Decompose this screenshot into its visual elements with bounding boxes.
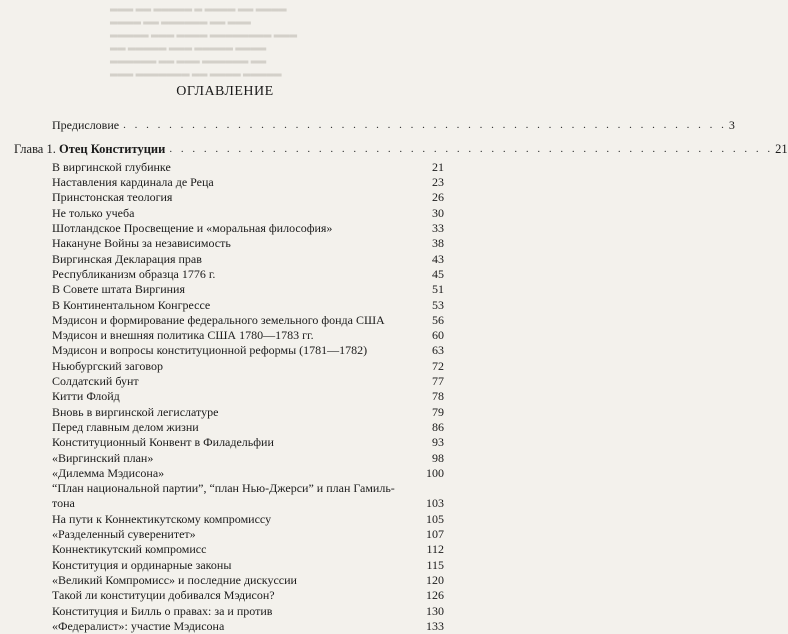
toc-page-number: 78 <box>432 389 444 404</box>
toc-page-number: 79 <box>432 404 444 419</box>
toc-label: Виргинская Декларация прав <box>52 251 202 266</box>
toc-row[interactable] <box>14 251 444 266</box>
toc-row[interactable] <box>14 450 444 465</box>
toc-row[interactable] <box>14 328 444 343</box>
toc-row[interactable] <box>14 420 444 435</box>
toc-row[interactable] <box>14 588 444 603</box>
toc-row[interactable] <box>14 190 444 205</box>
toc-page-number: 51 <box>432 282 444 297</box>
table-of-contents <box>14 118 788 634</box>
toc-label: Ньюбургский заговор <box>52 358 163 373</box>
toc-page-number: 26 <box>432 190 444 205</box>
toc-label: Не только учеба <box>52 205 135 220</box>
toc-page-number: 107 <box>426 527 444 542</box>
toc-row[interactable] <box>14 542 444 557</box>
toc-page-number: 23 <box>432 175 444 190</box>
toc-row[interactable] <box>14 297 444 312</box>
toc-label: В виргинской глубинке <box>52 159 171 174</box>
toc-chapter-row[interactable] <box>14 141 788 156</box>
toc-page-number: 45 <box>432 266 444 281</box>
toc-page-number: 98 <box>432 450 444 465</box>
toc-label: В Континентальном Конгрессе <box>52 297 211 312</box>
toc-page-number: 21 <box>432 159 444 174</box>
toc-page-number: 21 <box>775 141 788 156</box>
toc-label: Вновь в виргинской легислатуре <box>52 404 219 419</box>
toc-page-number: 105 <box>426 511 444 526</box>
toc-page-number: 63 <box>432 343 444 358</box>
toc-label: В Совете штата Виргиния <box>52 282 185 297</box>
toc-row[interactable] <box>14 175 444 190</box>
toc-row[interactable] <box>14 404 444 419</box>
toc-row[interactable] <box>14 221 444 236</box>
toc-label: «Виргинский план» <box>52 450 154 465</box>
toc-row[interactable] <box>14 481 444 496</box>
chapter-title: Отец Конституции <box>58 141 166 156</box>
leader-dots: . . . . . . . . . . . . . . . . . . . . . . . . . . . . . . . . . . . . . . . . . . . . . . . . . . . . . <box>123 119 727 132</box>
toc-page-number: 30 <box>432 205 444 220</box>
toc-row[interactable] <box>14 160 444 175</box>
toc-row[interactable] <box>14 358 444 373</box>
toc-row[interactable] <box>14 511 444 526</box>
toc-label: Предисловие <box>52 118 120 133</box>
chapter-prefix: Глава 1. <box>14 141 56 156</box>
toc-row[interactable] <box>14 527 444 542</box>
toc-row[interactable] <box>14 282 444 297</box>
toc-page-number: 56 <box>432 312 444 327</box>
toc-row[interactable] <box>14 619 444 634</box>
toc-label: На пути к Коннектикутскому компромиссу <box>52 511 272 526</box>
toc-page-number: 33 <box>432 221 444 236</box>
toc-label: Накануне Войны за независимость <box>52 236 231 251</box>
toc-row[interactable] <box>14 557 444 572</box>
toc-row-preface[interactable] <box>14 118 735 133</box>
toc-label-continuation: тона <box>52 496 75 511</box>
toc-page-number: 53 <box>432 297 444 312</box>
toc-page-number: 115 <box>426 557 444 572</box>
toc-label: «Федералист»: участие Мэдисона <box>52 618 225 633</box>
toc-label: Республиканизм образца 1776 г. <box>52 266 216 281</box>
toc-page-number: 3 <box>728 118 735 133</box>
toc-row[interactable] <box>14 389 444 404</box>
toc-page-number: 120 <box>426 572 444 587</box>
toc-label: Конституционный Конвент в Филадельфии <box>52 435 274 450</box>
toc-label: «Разделенный суверенитет» <box>52 527 196 542</box>
toc-page-number: 77 <box>432 374 444 389</box>
toc-row[interactable] <box>14 313 444 328</box>
toc-label: “План национальной партии”, “план Нью-Джерси” и план Гамиль- <box>52 480 395 495</box>
toc-label: Солдатский бунт <box>52 374 139 389</box>
toc-page-number: 93 <box>432 435 444 450</box>
toc-row[interactable] <box>14 435 444 450</box>
toc-label: Мэдисон и формирование федерального земельного фонда США <box>52 312 385 327</box>
toc-page-number: 112 <box>426 542 444 557</box>
toc-row[interactable] <box>14 466 444 481</box>
toc-page-number: 38 <box>432 236 444 251</box>
toc-page-number: 86 <box>432 419 444 434</box>
toc-row[interactable] <box>14 343 444 358</box>
toc-page-number: 43 <box>432 251 444 266</box>
toc-entries <box>14 160 444 634</box>
toc-label: Мэдисон и внешняя политика США 1780—1783 гг. <box>52 328 314 343</box>
toc-label: Коннектикутский компромисс <box>52 542 207 557</box>
toc-label: Принстонская теология <box>52 190 173 205</box>
toc-label: Китти Флойд <box>52 389 120 404</box>
toc-row[interactable] <box>14 603 444 618</box>
toc-row[interactable] <box>14 267 444 282</box>
toc-row[interactable] <box>14 573 444 588</box>
toc-label: Конституция и ординарные законы <box>52 557 232 572</box>
toc-page-number: 60 <box>432 328 444 343</box>
toc-page-number: 100 <box>426 465 444 480</box>
toc-label: «Великий Компромисс» и последние дискуссии <box>52 572 297 587</box>
toc-page-number: 72 <box>432 358 444 373</box>
toc-label: Мэдисон и вопросы конституционной реформы (1781—1782) <box>52 343 368 358</box>
toc-label: «Дилемма Мэдисона» <box>52 465 165 480</box>
bleed-through-text: ▂▂▂ ▂▂ ▂▂▂▂▂ ▂ ▂▂▂▂ ▂▂ ▂▂▂▂ ▂▂▂▂ ▂▂ ▂▂▂▂▂▂ ▂▂ ▂▂▂ ▂▂▂▂▂ ▂▂▂ ▂▂▂▂ ▂▂▂▂▂▂▂▂ ▂▂▂ ▂▂ ▂▂▂▂▂ ▂▂▂ ▂▂▂▂▂ ▂▂▂▂ ▂▂▂▂▂▂ ▂▂ ▂▂▂ ▂▂▂▂▂▂ ▂▂ ▂▂▂ ▂▂▂▂▂▂▂ ▂▂ ▂▂▂▂ ▂▂▂▂▂ <box>110 1 297 77</box>
toc-label: Такой ли конституции добивался Мэдисон? <box>52 588 275 603</box>
toc-label: Конституция и Билль о правах: за и против <box>52 603 273 618</box>
toc-page-number: 103 <box>426 496 444 511</box>
toc-label: Перед главным делом жизни <box>52 419 199 434</box>
leader-dots: . . . . . . . . . . . . . . . . . . . . . . . . . . . . . . . . . . . . . . . . . . . . . . . . . . . . . <box>169 142 774 155</box>
toc-row[interactable] <box>14 236 444 251</box>
toc-heading: ОГЛАВЛЕНИЕ <box>176 84 274 99</box>
toc-row[interactable] <box>14 374 444 389</box>
toc-row[interactable] <box>14 496 444 511</box>
toc-page-number: 126 <box>426 588 444 603</box>
toc-page-number: 130 <box>426 603 444 618</box>
toc-label: Наставления кардинала де Реца <box>52 175 214 190</box>
toc-page-number: 133 <box>426 618 444 633</box>
toc-row[interactable] <box>14 205 444 220</box>
toc-label: Шотландское Просвещение и «моральная философия» <box>52 221 333 236</box>
